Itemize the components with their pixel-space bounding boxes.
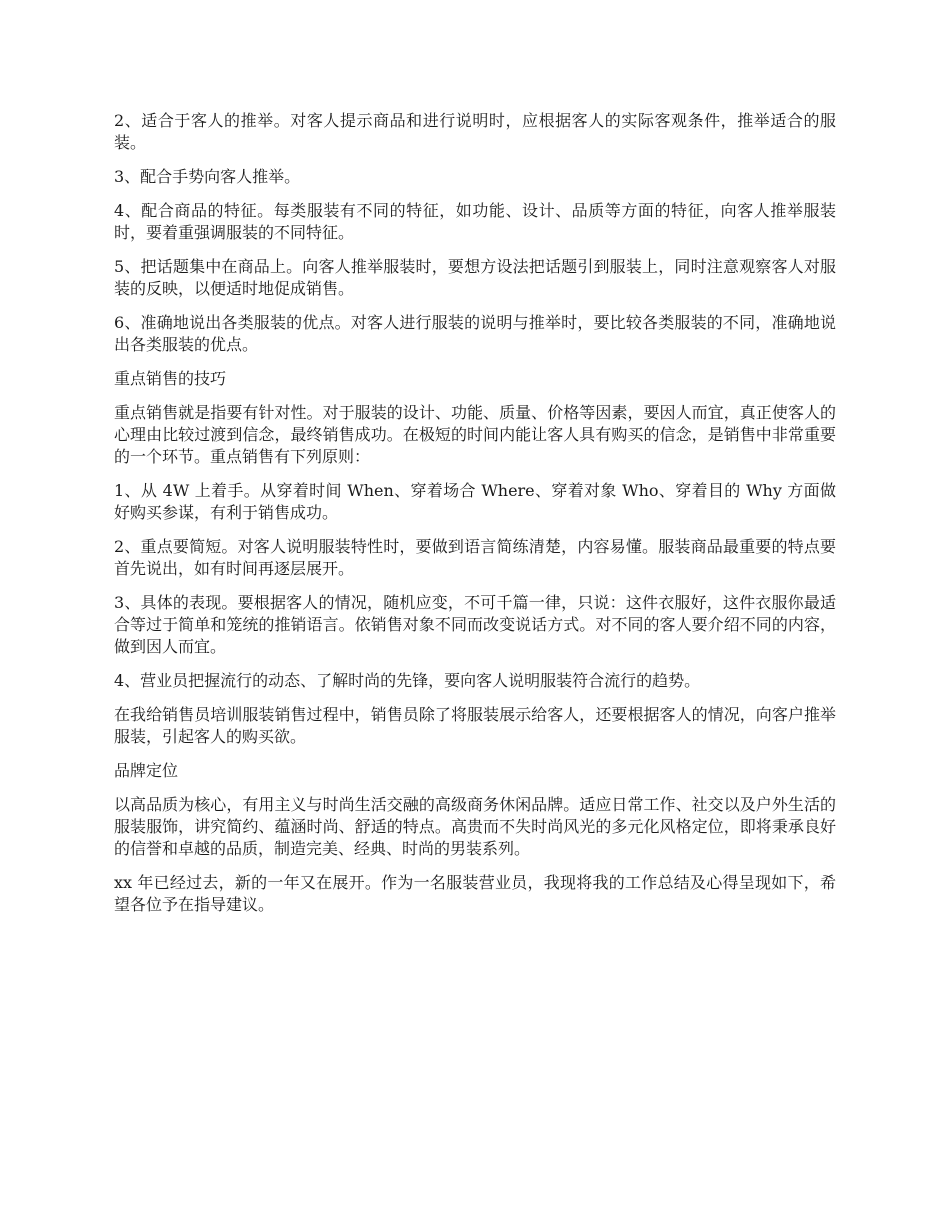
paragraph-focus-topic: 5、把话题集中在商品上。向客人推举服装时，要想方设法把话题引到服装上，同时注意观察客人对服装的反映，以便适时地促成销售。 (114, 257, 836, 298)
paragraph-4w: 1、从 4W 上着手。从穿着时间 When、穿着场合 Where、穿着对象 Who、穿着目的 Why 方面做好购买参谋，有利于销售成功。 (114, 481, 836, 522)
paragraph-gesture: 3、配合手势向客人推举。 (114, 167, 301, 186)
paragraph-brand-positioning: 以高品质为核心，有用主义与时尚生活交融的高级商务休闲品牌。适应日常工作、社交以及户外生活的服装服饰，讲究简约、蕴涵时尚、舒适的特点。高贵而不失时尚风光的多元化风格定位，即将秉承良好的信誉和卓越的品质，制造完美、经典、时尚的男装系列。 (114, 795, 836, 858)
paragraph-product-features: 4、配合商品的特征。每类服装有不同的特征，如功能、设计、品质等方面的特征，向客人推举服装时，要着重强调服装的不同特征。 (114, 201, 836, 242)
paragraph-training: 在我给销售员培训服装销售过程中，销售员除了将服装展示给客人，还要根据客人的情况，向客户推举服装，引起客人的购买欲。 (114, 705, 836, 746)
section-heading-brand: 品牌定位 (114, 761, 179, 780)
paragraph-recommend-suitable: 2、适合于客人的推举。对客人提示商品和进行说明时，应根据客人的实际客观条件，推举适合的服装。 (114, 111, 836, 152)
document-page (114, 110, 836, 928)
paragraph-specific: 3、具体的表现。要根据客人的情况，随机应变，不可千篇一律，只说：这件衣服好，这件衣服你最适合等过于简单和笼统的推销语言。依销售对象不同而改变说话方式。对不同的客人要介绍不同的内容，做到因人而宜。 (114, 593, 836, 656)
paragraph-advantages: 6、准确地说出各类服装的优点。对客人进行服装的说明与推举时，要比较各类服装的不同，准确地说出各类服装的优点。 (114, 313, 836, 354)
paragraph-trend: 4、营业员把握流行的动态、了解时尚的先锋，要向客人说明服装符合流行的趋势。 (114, 671, 701, 690)
paragraph-brief: 2、重点要简短。对客人说明服装特性时，要做到语言简练清楚，内容易懂。服装商品最重要的特点要首先说出，如有时间再逐层展开。 (114, 537, 836, 578)
paragraph-year-summary: xx 年已经过去，新的一年又在展开。作为一名服装营业员，我现将我的工作总结及心得呈现如下，希望各位予在指导建议。 (114, 873, 836, 914)
section-heading-key-sales: 重点销售的技巧 (114, 369, 227, 388)
paragraph-key-sales-intro: 重点销售就是指要有针对性。对于服装的设计、功能、质量、价格等因素，要因人而宜，真正使客人的心理由比较过渡到信念，最终销售成功。在极短的时间内能让客人具有购买的信念，是销售中非常重要的一个环节。重点销售有下列原则： (114, 403, 836, 466)
